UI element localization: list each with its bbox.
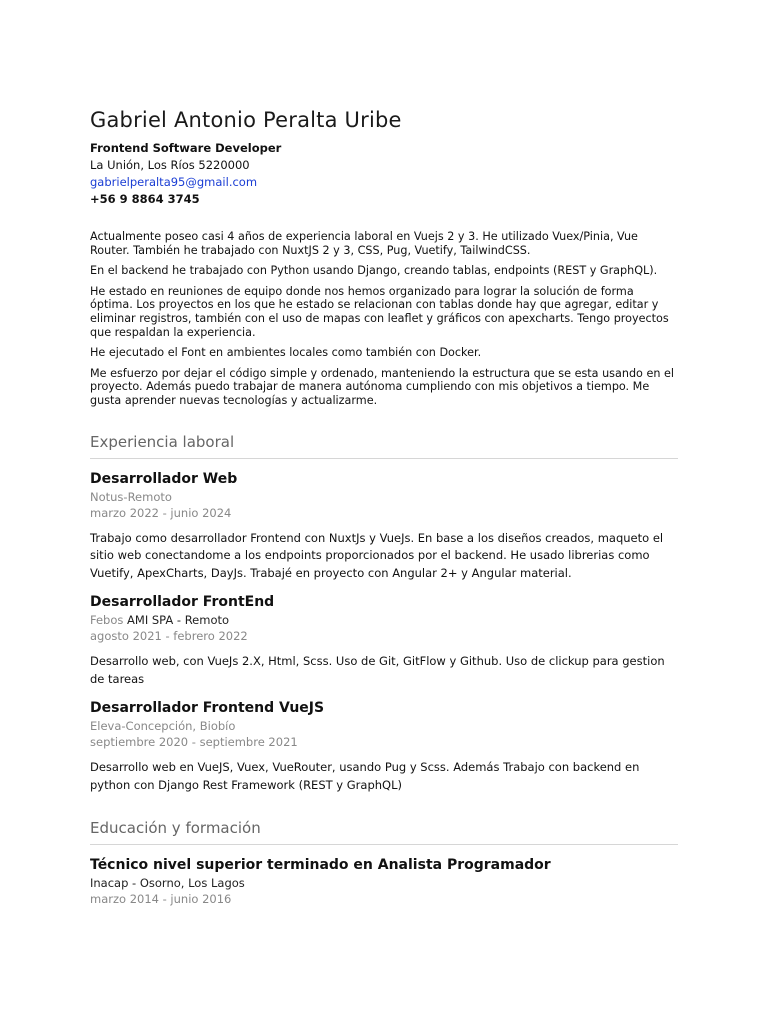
education-heading: Educación y formación (90, 818, 678, 845)
experience-organization (90, 612, 678, 628)
experience-description: Desarrollo web en VueJS, Vuex, VueRouter, usando Pug y Scss. Además Trabajo con backend en python con Django Rest Framework (REST y GraphQL) (90, 760, 640, 792)
resume-content (90, 106, 678, 907)
phone-number: +56 9 8864 3745 (90, 192, 200, 206)
organization-muted: Febos (90, 613, 128, 628)
experience-entry (90, 469, 678, 583)
experience-description: Desarrollo web, con VueJs 2.X, Html, Scss. Uso de Git, GitFlow y Github. Uso de clickup para gestion de tareas (90, 654, 665, 686)
experience-entry (90, 698, 678, 794)
summary-paragraph: Me esfuerzo por dejar el código simple y ordenado, manteniendo la estructura que se esta usando en el proyecto. Además puedo trabajar de manera autónoma cumpliendo con mis objetivos a tiempo. Me gusta aprender nuevas tecnologías y actualizarme. (90, 366, 674, 407)
education-title: Técnico nivel superior terminado en Analista Programador (90, 857, 551, 874)
experience-organization (90, 718, 678, 734)
summary-paragraph: He ejecutado el Font en ambientes locales como también con Docker. (90, 346, 482, 360)
experience-dates: agosto 2021 - febrero 2022 (90, 629, 248, 644)
experience-organization (90, 489, 678, 505)
education-dates: marzo 2014 - junio 2016 (90, 892, 232, 907)
email-link[interactable]: gabrielperalta95@gmail.com (90, 175, 258, 189)
experience-dates: marzo 2022 - junio 2024 (90, 505, 232, 520)
candidate-name: Gabriel Antonio Peralta Uribe (90, 108, 402, 132)
experience-description: Trabajo como desarrollador Frontend con NuxtJs y VueJs. En base a los diseños creados, maqueto el sitio web conectandome a los endpoints proporcionados por el backend. He usado librerias como Vuetify, ApexCharts, DayJs. Trabajé en proyecto con Angular 2+ y Angular material. (90, 530, 664, 580)
job-title: Frontend Software Developer (90, 141, 282, 155)
experience-heading: Experiencia laboral (90, 432, 678, 459)
summary-paragraph: Actualmente poseo casi 4 años de experiencia laboral en Vuejs 2 y 3. He utilizado Vuex/Pinia, Vue Router. También he trabajado con NuxtJS 2 y 3, CSS, Pug, Vuetify, TailwindCSS. (90, 230, 638, 257)
experience-title: Desarrollador Web (90, 470, 238, 487)
experience-entry (90, 592, 678, 688)
summary-paragraph: He estado en reuniones de equipo donde nos hemos organizado para lograr la solución de forma óptima. Los proyectos en los que he estado se relacionan con tablas donde hay que agregar, editar y eliminar registros, también con el uso de mapas con leaflet y gráficos con apexcharts. Tengo proyectos que respaldan la experiencia. (90, 284, 669, 339)
education-institution: Inacap - Osorno, Los Lagos (90, 876, 245, 891)
organization-muted: Notus-Remoto (90, 489, 172, 504)
summary-section (90, 230, 678, 408)
location: La Unión, Los Ríos 5220000 (90, 158, 250, 172)
summary-paragraph: En el backend he trabajado con Python usando Django, creando tablas, endpoints (REST y GraphQL). (90, 264, 658, 278)
experience-section (90, 432, 678, 795)
organization-muted: Eleva-Concepción, Biobío (90, 719, 236, 734)
experience-title: Desarrollador FrontEnd (90, 594, 275, 611)
education-section (90, 818, 678, 907)
education-entry (90, 855, 678, 907)
experience-dates: septiembre 2020 - septiembre 2021 (90, 735, 298, 750)
experience-title: Desarrollador Frontend VueJS (90, 700, 325, 717)
organization-strong: AMI SPA - Remoto (127, 613, 230, 628)
